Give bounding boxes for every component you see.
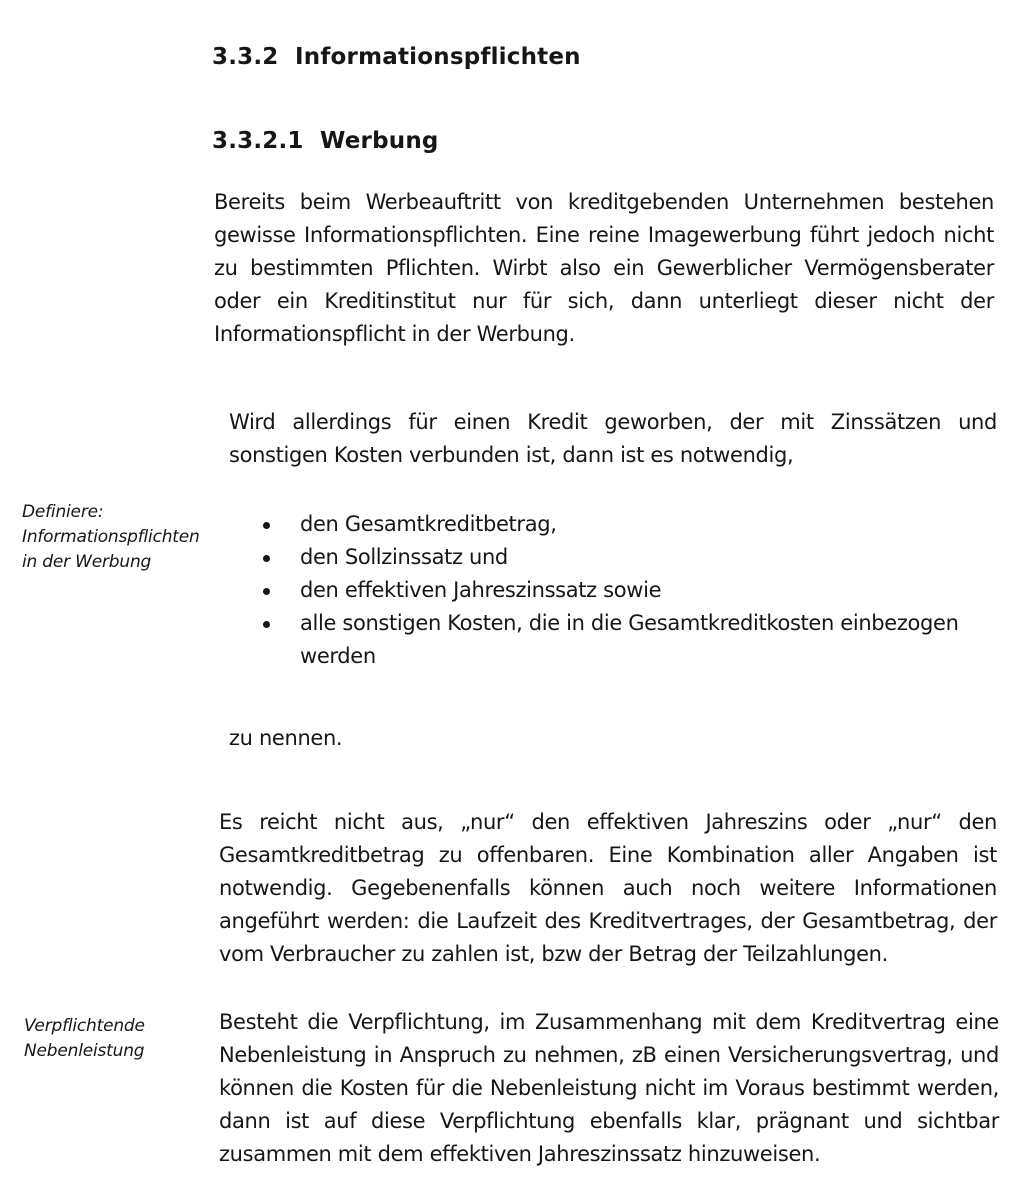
margin-note-definiere xyxy=(22,500,200,575)
subsection-title: Werbung xyxy=(320,128,439,154)
subsection-heading-3-3-2-1 xyxy=(212,128,439,154)
list-item: den effektiven Jahreszinssatz sowie xyxy=(258,574,960,607)
bullet-list-pflichtangaben xyxy=(258,508,960,673)
section-heading-3-3-2 xyxy=(212,44,581,70)
subsection-number: 3.3.2.1 xyxy=(212,128,304,154)
paragraph-werbeauftritt: Bereits beim Werbeauftritt von kreditgebenden Unternehmen bestehen gewisse Informationspflichten. Eine reine Imagewerbung führt jedoch nicht zu bestimmten Pflichten. Wirbt also ein Gewerblicher Vermögensberater oder ein Kreditinstitut nur für sich, dann unterliegt dieser nicht der Informationspflicht in der Werbung. xyxy=(214,190,994,346)
margin-note-line: Nebenleistung xyxy=(24,1041,145,1061)
margin-note-line: in der Werbung xyxy=(22,552,152,572)
paragraph-kombination: Es reicht nicht aus, „nur“ den effektiven Jahreszins oder „nur“ den Gesamtkreditbetrag zu offenbaren. Eine Kombination aller Angaben ist notwendig. Gegebenenfalls können auch noch weitere Informationen angeführt werden: die Laufzeit des Kreditvertrages, der Gesamtbetrag, der vom Verbraucher zu zahlen ist, bzw der Betrag der Teilzahlungen. xyxy=(219,810,997,966)
list-item: den Sollzinssatz und xyxy=(258,541,960,574)
list-item: den Gesamtkreditbetrag, xyxy=(258,508,960,541)
section-title: Informationspflichten xyxy=(295,44,581,70)
section-number: 3.3.2 xyxy=(212,44,279,70)
paragraph-kredit-werbung: Wird allerdings für einen Kredit geworben, der mit Zinssätzen und sonstigen Kosten verbunden ist, dann ist es notwendig, xyxy=(229,410,997,467)
margin-note-line: Informationspflichten xyxy=(22,527,200,547)
margin-note-line: Definiere: xyxy=(22,502,104,522)
paragraph-zu-nennen: zu nennen. xyxy=(229,726,343,750)
margin-note-nebenleistung xyxy=(24,1014,145,1064)
margin-note-line: Verpflichtende xyxy=(24,1016,145,1036)
paragraph-nebenleistung: Besteht die Verpflichtung, im Zusammenhang mit dem Kreditvertrag eine Nebenleistung in Anspruch zu nehmen, zB einen Versicherungsvertrag, und können die Kosten für die Nebenleistung nicht im Voraus bestimmt werden, dann ist auf diese Verpflichtung ebenfalls klar, prägnant und sichtbar zusammen mit dem effektiven Jahreszinssatz hinzuweisen. xyxy=(219,1010,999,1166)
list-item: alle sonstigen Kosten, die in die Gesamtkreditkosten einbezogen werden xyxy=(258,607,960,673)
